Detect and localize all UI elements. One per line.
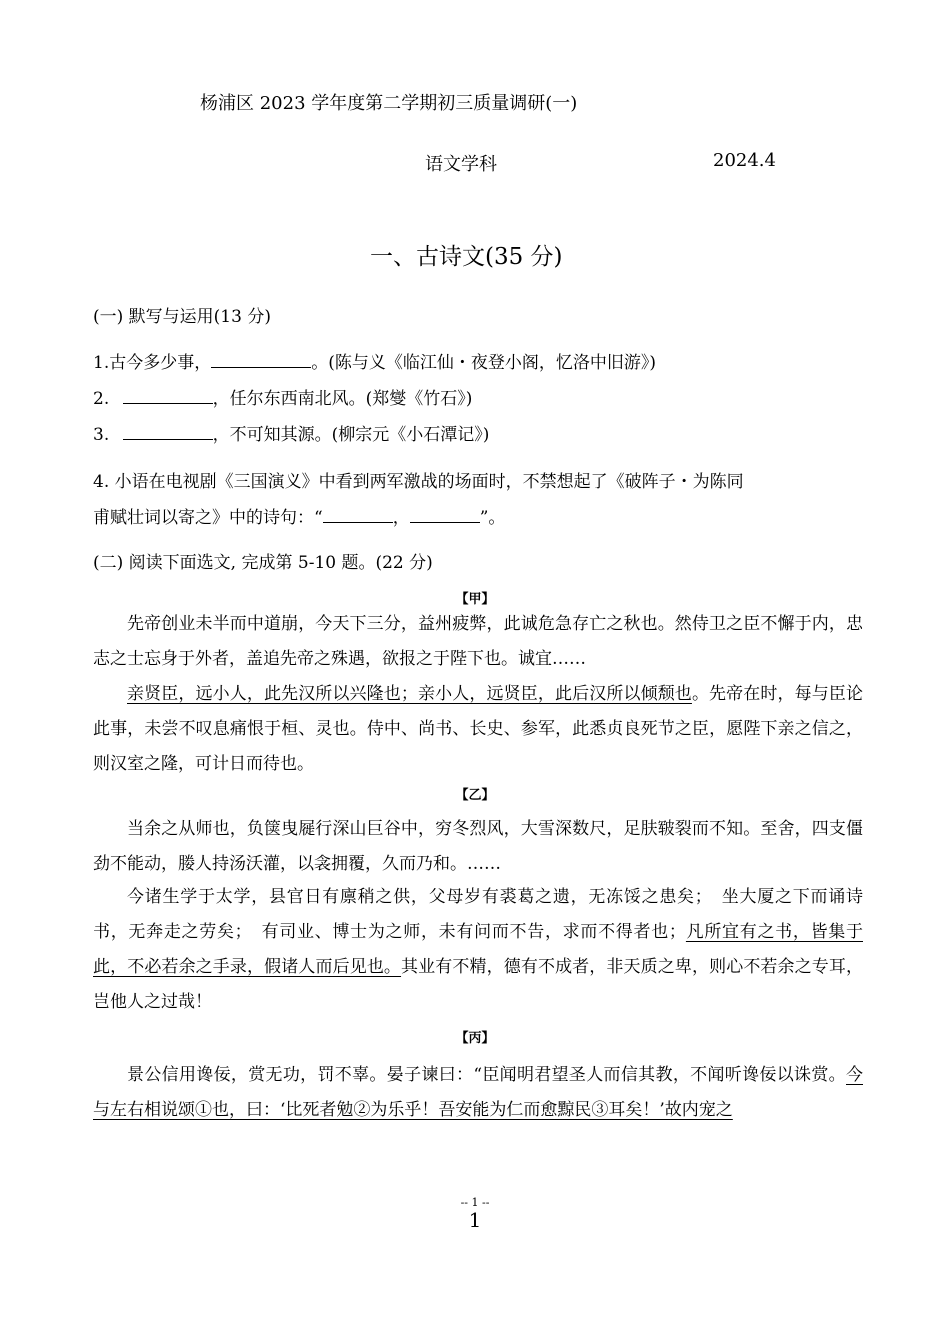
passage-yi-label: 【乙】: [455, 788, 495, 803]
q2-text-after: ，任尔东西南北风。(郑燮《竹石》): [212, 389, 473, 409]
passage-yi-p2-start: 今诸生学于太学，县官日有廪稍之供，父母岁有裘葛之遗，无冻馁之患矣； 坐大厦之下而诵诗书，无奔走之劳矣； 有司业、博士为之师，未有问而不告，求而不得者也；: [93, 887, 863, 942]
passage-jia-p2: [93, 677, 863, 782]
q2-blank[interactable]: [123, 386, 213, 404]
section-heading: 一、古诗文(35 分): [370, 244, 563, 270]
passage-jia-p2-rest: 。先帝在时，每与臣论此事，未尝不叹息痛恨于桓、灵也。侍中、尚书、长史、参军，此悉贞良死节之臣，愿陛下亲之信之，则汉室之隆，可计日而待也。: [93, 684, 864, 774]
q3-number: 3.: [93, 425, 110, 445]
passage-bing-p1-start: 景公信用谗佞，赏无功，罚不辜。晏子谏曰：“臣闻明君望圣人而信其教，不闻听谗佞以诛赏。: [127, 1065, 846, 1085]
passage-jia-underlined: 亲贤臣，远小人，此先汉所以兴隆也；亲小人，远贤臣，此后汉所以倾颓也: [127, 684, 692, 704]
passage-yi-underlined: 凡所宜有之书，皆集于此，不必若余之手录，假诸人而后见也。: [93, 922, 863, 977]
q1-text-after: 。(陈与义《临江仙・夜登小阁，忆洛中旧游》): [311, 353, 656, 373]
question-4-line1: 4. 小语在电视剧《三国演义》中看到两军激战的场面时，不禁想起了《破阵子・为陈同: [93, 472, 744, 492]
part1-heading: (一) 默写与运用(13 分): [93, 307, 271, 327]
page-number-small: -- 1 --: [460, 1196, 490, 1209]
q4-comma: ，: [392, 508, 410, 528]
passage-yi-p2: [93, 880, 863, 1020]
passage-yi-p1: 当余之从师也，负箧曳屣行深山巨谷中，穷冬烈风，大雪深数尺，足肤皲裂而不知。至舍，四支僵劲不能动，媵人持汤沃灌，以衾拥覆，久而乃和。……: [93, 819, 863, 874]
passage-bing-underlined: 今与左右相说颂①也，曰：‘比死者勉②为乐乎！吾安能为仁而愈黥民③耳矣！’故内宠之: [93, 1065, 863, 1120]
q4-blank-1[interactable]: [323, 505, 393, 523]
question-3: [93, 420, 489, 445]
page-number: 1: [468, 1208, 482, 1232]
q4-blank-2[interactable]: [410, 505, 480, 523]
question-2: [93, 384, 472, 409]
part2-heading: (二) 阅读下面选文, 完成第 5-10 题。(22 分): [93, 553, 433, 573]
subject-label: 语文学科: [425, 154, 497, 175]
passage-jia-p1: 先帝创业未半而中道崩，今天下三分，益州疲弊，此诚危急存亡之秋也。然侍卫之臣不懈于内，忠志之士忘身于外者，盖追先帝之殊遇，欲报之于陛下也。诚宜……: [93, 614, 863, 669]
exam-title: 杨浦区 2023 学年度第二学期初三质量调研(一): [200, 93, 578, 114]
q1-text-before: 1.古今多少事，: [93, 353, 212, 373]
passage-jia-label: 【甲】: [455, 592, 495, 607]
passage-bing-p1: [93, 1058, 863, 1128]
exam-date: 2024.4: [713, 150, 776, 171]
question-1: [93, 348, 656, 373]
q4-end: ”。: [479, 508, 506, 528]
q4-text-before: 甫赋壮词以寄之》中的诗句：“: [93, 508, 323, 528]
question-4-line2: [93, 503, 505, 528]
q2-number: 2.: [93, 389, 110, 409]
q3-text-after: ，不可知其源。(柳宗元《小石潭记》): [212, 425, 490, 445]
q3-blank[interactable]: [123, 422, 213, 440]
passage-yi-p2-rest: 其业有不精，德有不成者，非天质之卑，则心不若余之专耳，岂他人之过哉！: [93, 957, 864, 1012]
passage-bing-label: 【丙】: [455, 1031, 495, 1046]
q1-blank[interactable]: [211, 350, 311, 368]
